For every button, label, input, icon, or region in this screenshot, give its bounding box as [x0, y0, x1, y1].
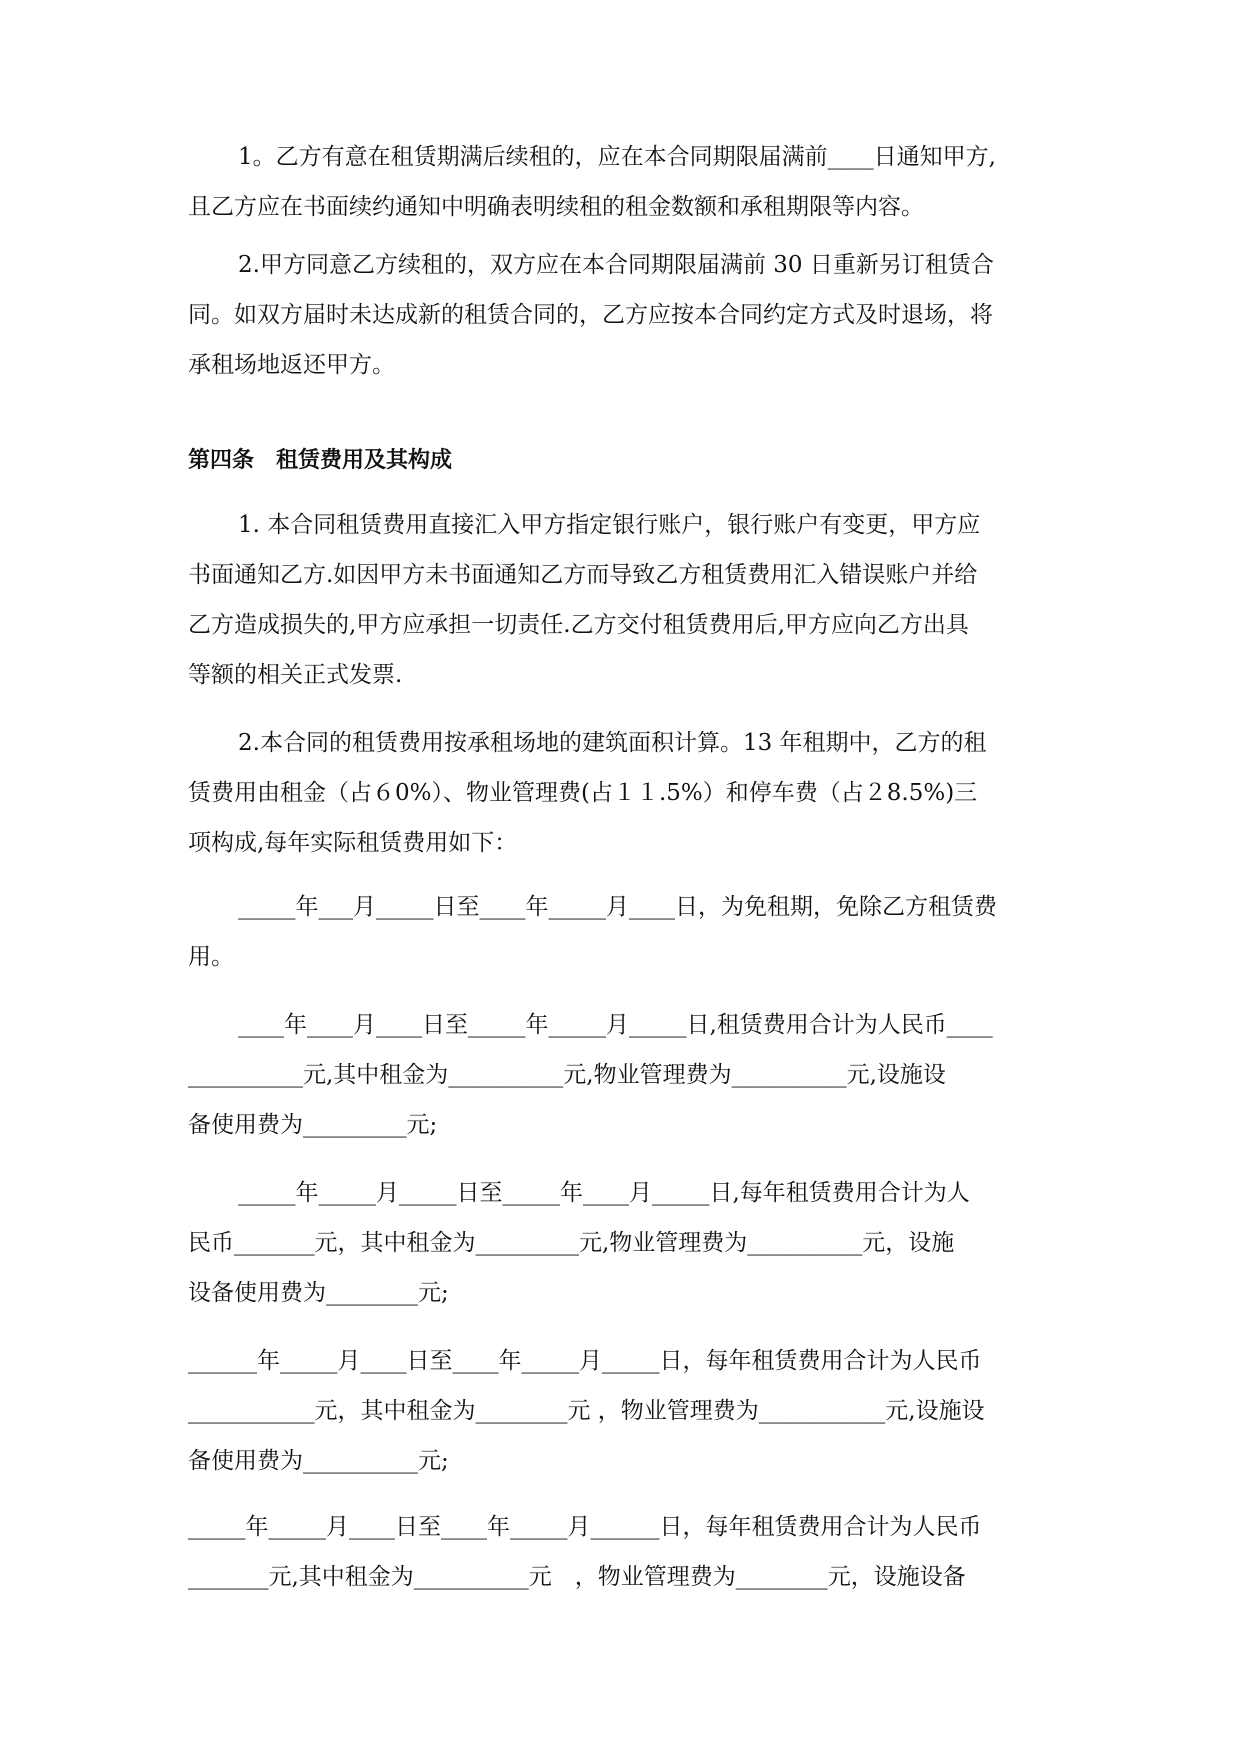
fee-period-4 — [188, 1336, 1068, 1486]
text-line: 备使用费为__________元; — [188, 1448, 449, 1474]
text-line: 备使用费为_________元; — [188, 1112, 438, 1138]
article-4-clause-1 — [188, 500, 1068, 700]
text-line: _____年___月_____日至____年_____月____日，为免租期，免除乙方租赁费 — [238, 894, 997, 920]
heading-text: 第四条 租赁费用及其构成 — [188, 448, 453, 473]
text-line: ______年_____月____日至____年_____月_____日，每年租赁费用合计为人民币 — [188, 1348, 982, 1374]
text-line: 2.本合同的租赁费用按承租场地的建筑面积计算。13 年租期中，乙方的租 — [238, 730, 987, 756]
text-line: 承租场地返还甲方。 — [188, 352, 395, 378]
rent-free-period — [188, 882, 1068, 982]
text-line: 项构成,每年实际租赁费用如下： — [188, 830, 518, 856]
fee-period-2 — [188, 1000, 1068, 1150]
text-line: ____年____月____日至_____年_____月_____日,租赁费用合计为人民币____ — [238, 1012, 993, 1038]
text-line: 乙方造成损失的,甲方应承担一切责任.乙方交付租赁费用后,甲方应向乙方出具 — [188, 612, 969, 638]
text-line: _______元,其中租金为__________元 ，物业管理费为________元，设施设备 — [188, 1564, 966, 1590]
text-line: 民币_______元，其中租金为_________元,物业管理费为__________元，设施 — [188, 1230, 955, 1256]
article-4-clause-2 — [188, 718, 1068, 868]
text-line: 1. 本合同租赁费用直接汇入甲方指定银行账户，银行账户有变更，甲方应 — [238, 512, 981, 538]
text-line: 2.甲方同意乙方续租的，双方应在本合同期限届满前 30 日重新另订租赁合 — [238, 252, 994, 278]
text-line: 1。乙方有意在租赁期满后续租的，应在本合同期限届满前____日通知甲方, — [238, 144, 996, 170]
text-line: 且乙方应在书面续约通知中明确表明续租的租金数额和承租期限等内容。 — [188, 194, 924, 220]
text-line: ___________元，其中租金为________元 ，物业管理费为___________元,设施设 — [188, 1398, 985, 1424]
fee-period-3 — [188, 1168, 1068, 1318]
renewal-clause-1 — [188, 132, 1068, 232]
renewal-clause-2 — [188, 240, 1068, 390]
text-line: 书面通知乙方.如因甲方未书面通知乙方而导致乙方租赁费用汇入错误账户并给 — [188, 562, 978, 588]
text-line: _____年_____月____日至____年_____月______日，每年租赁费用合计为人民币 — [188, 1514, 982, 1540]
text-line: 设备使用费为________元; — [188, 1280, 449, 1306]
text-line: __________元,其中租金为__________元,物业管理费为__________元,设施设 — [188, 1062, 946, 1088]
text-line: 用。 — [188, 944, 234, 970]
text-line: 赁费用由租金（占６0%）、物业管理费(占１１.5%）和停车费（占２8.5%)三 — [188, 780, 978, 806]
text-line: _____年_____月_____日至_____年____月_____日,每年租赁费用合计为人 — [238, 1180, 970, 1206]
article-4-heading — [188, 436, 1068, 486]
fee-period-5 — [188, 1502, 1068, 1602]
text-line: 等额的相关正式发票. — [188, 662, 403, 688]
text-line: 同。如双方届时未达成新的租赁合同的，乙方应按本合同约定方式及时退场，将 — [188, 302, 993, 328]
